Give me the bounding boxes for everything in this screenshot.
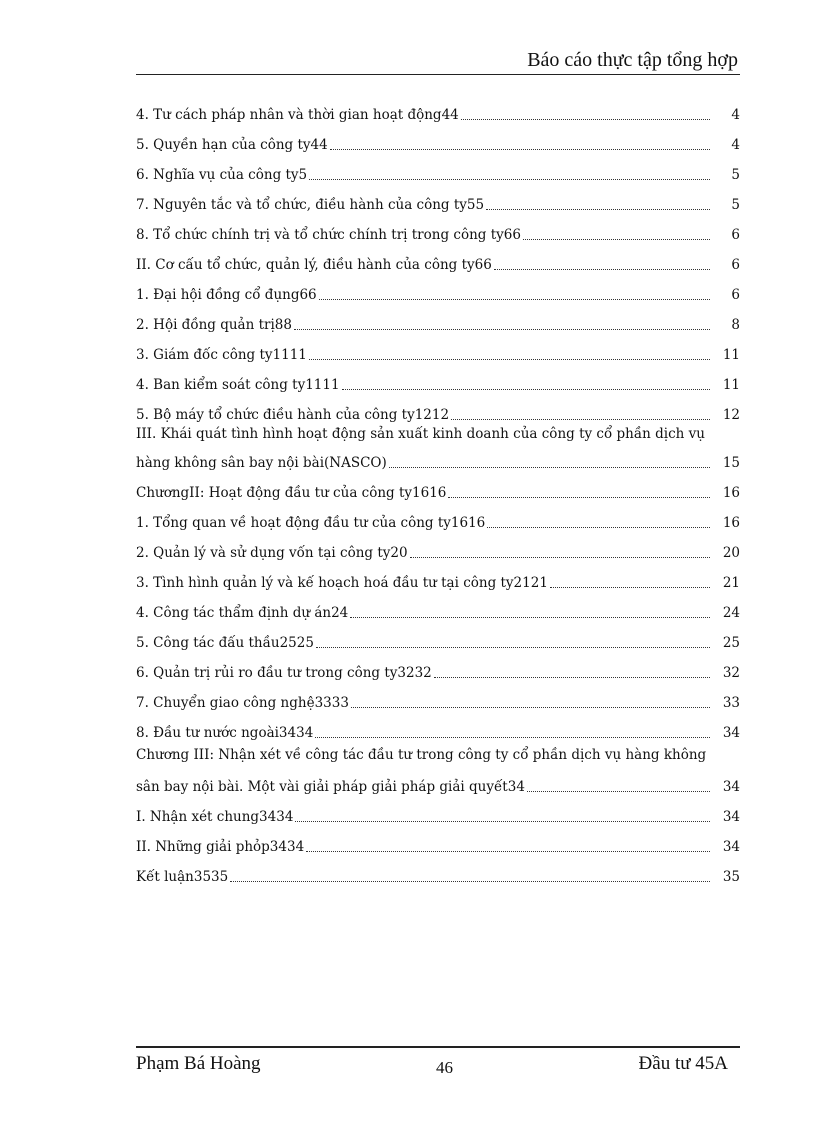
dot-leader: [309, 358, 710, 360]
dot-leader: [309, 178, 710, 180]
toc-entry: [136, 561, 740, 591]
toc-entry: [136, 153, 740, 183]
dot-leader: [461, 118, 710, 120]
dot-leader: [486, 208, 710, 210]
toc-entry: [136, 855, 740, 885]
toc-entry-text: 6. Quản trị rủi ro đầu tư trong công ty3232: [136, 665, 432, 681]
toc-entry-text: II. Những giải phỏp3434: [136, 839, 305, 855]
toc-entry-text: 4. Tư cách pháp nhân và thời gian hoạt động44: [136, 107, 459, 123]
footer-course: Đầu tư 45A: [638, 1053, 728, 1074]
toc-entry: [136, 93, 740, 123]
toc-entry: [136, 651, 740, 681]
toc-entry-page: 35: [722, 869, 740, 885]
toc-entry: [136, 213, 740, 243]
toc-entry-page: 25: [722, 635, 740, 651]
dot-leader: [434, 676, 710, 678]
toc-entry-text: I. Nhận xét chung3434: [136, 809, 294, 825]
toc-entry-page: 11: [722, 377, 740, 393]
dot-leader: [494, 268, 710, 270]
toc-entry: [136, 741, 740, 795]
toc-entry-page: 16: [722, 515, 740, 531]
toc-entry: [136, 795, 740, 825]
toc-entry: [136, 243, 740, 273]
toc-entry-page: 6: [731, 257, 740, 273]
toc-entry-text: 4. Công tác thẩm định dự án24: [136, 605, 349, 621]
dot-leader: [316, 646, 710, 648]
toc-entry-text: Kết luận3535: [136, 869, 229, 885]
toc-entry-text: 7. Nguyên tắc và tổ chức, điều hành của công ty55: [136, 197, 485, 213]
toc-entry: [136, 183, 740, 213]
dot-leader: [342, 388, 710, 390]
dot-leader: [230, 880, 710, 882]
dot-leader: [315, 736, 710, 738]
toc-entry-text-line2: hàng không sân bay nội bài(NASCO): [136, 455, 387, 471]
dot-leader: [410, 556, 710, 558]
toc-entry-page: 4: [731, 107, 740, 123]
toc-entry-page: 11: [722, 347, 740, 363]
toc-entry: [136, 363, 740, 393]
header-title: Báo cáo thực tập tổng hợp: [527, 49, 738, 71]
toc-entry-page: 33: [722, 695, 740, 711]
dot-leader: [351, 706, 710, 708]
toc-entry-page: 16: [722, 485, 740, 501]
toc-entry: [136, 681, 740, 711]
toc-entry-text: 5. Công tác đấu thầu2525: [136, 635, 314, 651]
toc-entry-page: 34: [722, 809, 740, 825]
toc-entry-text: 1. Tổng quan về hoạt động đầu tư của công ty1616: [136, 515, 486, 531]
toc-entry-text: ChươngII: Hoạt động đầu tư của công ty1616: [136, 485, 447, 501]
toc-entry: [136, 303, 740, 333]
dot-leader: [330, 148, 710, 150]
toc-entry-text: 1. Đại hội đồng cổ đụng66: [136, 287, 317, 303]
toc-entry-page: 6: [731, 287, 740, 303]
toc-entry: [136, 273, 740, 303]
toc-entry: [136, 621, 740, 651]
toc-entry-page: 8: [731, 317, 740, 333]
toc-entry-page: 34: [722, 779, 740, 795]
dot-leader: [294, 328, 710, 330]
dot-leader: [319, 298, 710, 300]
toc-entry: [136, 591, 740, 621]
toc-entry-text-line2: sân bay nội bài. Một vài giải pháp giải pháp giải quyết34: [136, 779, 525, 795]
table-of-contents: [136, 93, 740, 885]
toc-entry-text: 8. Đầu tư nước ngoài3434: [136, 725, 314, 741]
footer-page-number: 46: [436, 1058, 453, 1077]
toc-entry: [136, 711, 740, 741]
toc-entry-page: 5: [731, 167, 740, 183]
dot-leader: [527, 790, 710, 792]
dot-leader: [295, 820, 710, 822]
toc-entry-page: 4: [731, 137, 740, 153]
toc-entry-text: 6. Nghĩa vụ của công ty5: [136, 167, 308, 183]
toc-entry-page: 24: [722, 605, 740, 621]
toc-entry: [136, 825, 740, 855]
toc-entry-page: 6: [731, 227, 740, 243]
toc-entry-page: 20: [722, 545, 740, 561]
dot-leader: [350, 616, 710, 618]
toc-entry-text-line1: III. Khái quát tình hình hoạt động sản xuất kinh doanh của công ty cổ phần dịch vụ: [136, 426, 705, 442]
toc-entry-page: 21: [722, 575, 740, 591]
page-header: [136, 48, 740, 75]
toc-entry-text: 2. Quản lý và sử dụng vốn tại công ty20: [136, 545, 408, 561]
toc-entry-text: 8. Tổ chức chính trị và tổ chức chính trị trong công ty66: [136, 227, 521, 243]
toc-entry-text: 5. Quyền hạn của công ty44: [136, 137, 328, 153]
footer-author: Phạm Bá Hoàng: [136, 1053, 261, 1074]
toc-entry: [136, 501, 740, 531]
dot-leader: [306, 850, 710, 852]
toc-entry-text-line1: Chương III: Nhận xét về công tác đầu tư trong công ty cổ phần dịch vụ hàng không: [136, 747, 707, 763]
toc-entry-page: 34: [722, 839, 740, 855]
toc-entry-text: II. Cơ cấu tổ chức, quản lý, điều hành của công ty66: [136, 257, 492, 273]
toc-entry-page: 12: [722, 407, 740, 423]
toc-entry-text: 3. Tình hình quản lý và kế hoạch hoá đầu tư tại công ty2121: [136, 575, 548, 591]
toc-entry: [136, 531, 740, 561]
toc-entry-text: 7. Chuyển giao công nghệ3333: [136, 695, 349, 711]
dot-leader: [550, 586, 710, 588]
dot-leader: [448, 496, 710, 498]
toc-entry-text: 3. Giám đốc công ty1111: [136, 347, 307, 363]
toc-entry: [136, 423, 740, 471]
dot-leader: [451, 418, 710, 420]
toc-entry: [136, 333, 740, 363]
dot-leader: [389, 466, 710, 468]
toc-entry-text: 4. Ban kiểm soát công ty1111: [136, 377, 340, 393]
dot-leader: [523, 238, 710, 240]
toc-entry-text: 2. Hội đồng quản trị88: [136, 317, 292, 333]
dot-leader: [487, 526, 710, 528]
toc-entry: [136, 393, 740, 423]
toc-entry-text: 5. Bộ máy tổ chức điều hành của công ty1212: [136, 407, 450, 423]
toc-entry: [136, 123, 740, 153]
toc-entry-page: 15: [722, 455, 740, 471]
toc-entry: [136, 471, 740, 501]
toc-entry-page: 32: [722, 665, 740, 681]
page-footer: [136, 1046, 740, 1078]
toc-entry-page: 5: [731, 197, 740, 213]
toc-entry-page: 34: [722, 725, 740, 741]
